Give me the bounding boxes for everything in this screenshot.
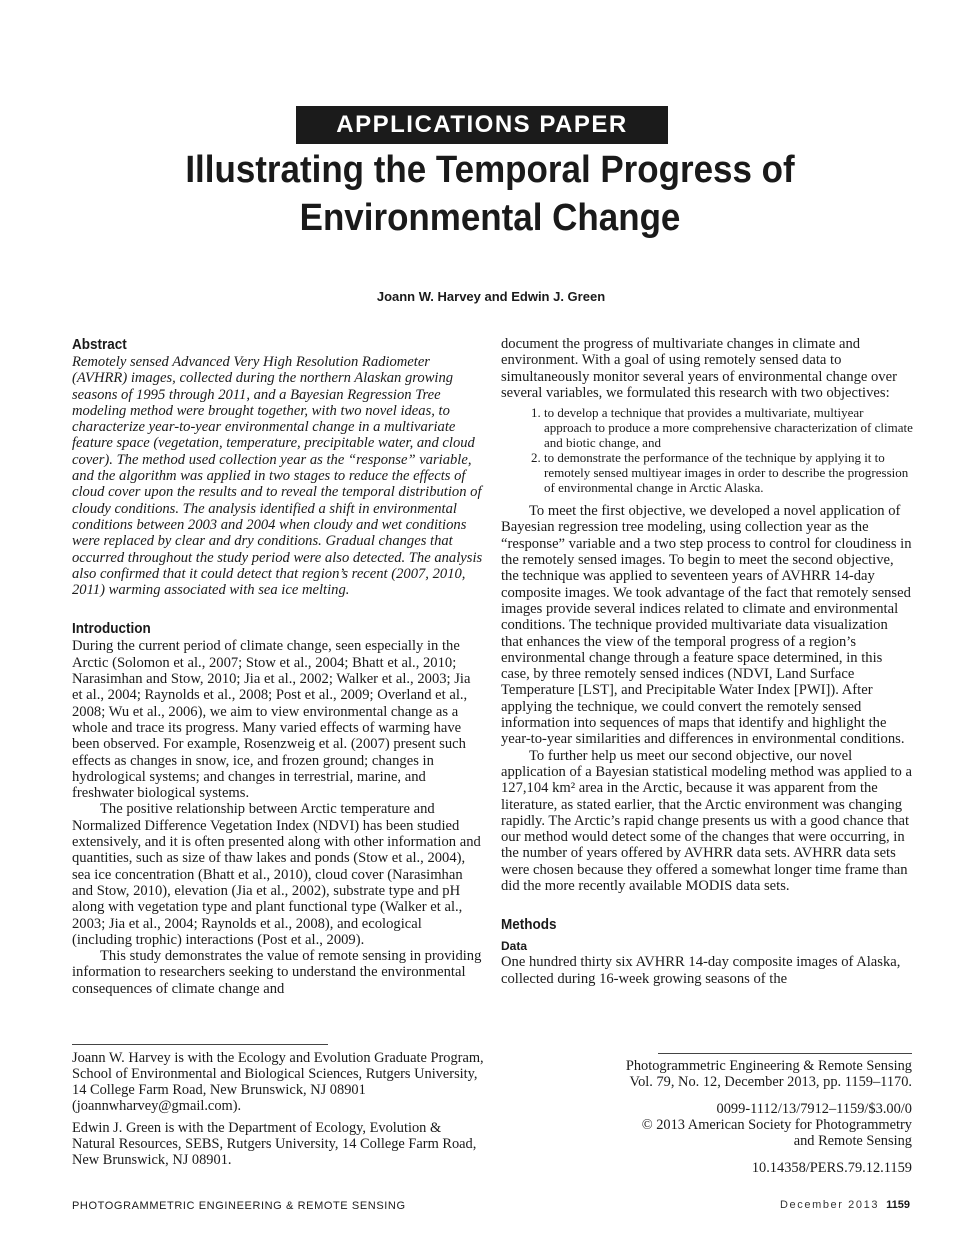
running-footer-journal: PHOTOGRAMMETRIC ENGINEERING & REMOTE SENSING	[72, 1200, 406, 1212]
intro-paragraph-2: The positive relationship between Arctic temperature and Normalized Difference Vegetation Index (NDVI) has been studied extensively, and it is often presented along with other information and quantities, such as size of thaw lakes and ponds (Stow et al., 2004), sea ice concentration (Bhatt et al., 2010), cloud cover (Narasimhan and Stow, 2010), elevation (Jia et al., 2002), substrate type and pH along with vegetation type and plant functional type (Walker et al., 2003; Jia et al., 2004; Raynolds et al., 2008), and ecological (including trophic) interactions (Post et al., 2009).	[72, 801, 481, 948]
objective-item: 2. to demonstrate the performance of the technique by applying it to remotely sensed multiyear images in order to describe the progression of environmental change in Arctic Alaska.	[544, 450, 913, 495]
right-paragraph-1: document the progress of multivariate changes in climate and environment. With a goal of using remotely sensed data to simultaneously monitor several years of environmental change over several variables, we formulated this research with two objectives:	[501, 336, 897, 401]
left-column	[72, 336, 484, 997]
intro-paragraph-3: This study demonstrates the value of remote sensing in providing information to researchers seeking to understand the environmental consequences of climate change and	[72, 948, 482, 997]
footer-month: December 2013	[779, 1199, 880, 1211]
objectives-list	[501, 405, 913, 495]
title-line-1: Illustrating the Temporal Progress of	[185, 149, 795, 191]
author-list: Joann W. Harvey and Edwin J. Green	[376, 289, 606, 304]
footnote-harvey: Joann W. Harvey is with the Ecology and Evolution Graduate Program, School of Environmental and Biological Sciences, Rutgers University, 14 College Farm Road, New Brunswick, NJ 08901 (joannwharvey@gmail.com).	[72, 1050, 484, 1114]
right-paragraph-3: To further help us meet our second objective, our novel application of a Bayesian statistical modeling method was applied to a 127,104 km² area in the Arctic, because it was apparent from the literature, as stated earlier, that the Arctic environment was changing rapidly. The Arctic’s rapid change presents us with a good chance that our method would detect some of the changes that were occurring, in the number of years offered by AVHRR data sets. AVHRR data sets were chosen because they offered a somewhat longer time frame than did the more recently available MODIS data sets.	[501, 747, 912, 895]
footnote-green: Edwin J. Green is with the Department of Ecology, Evolution & Natural Resources, SEBS, Rutgers University, 14 College Farm Road, New Brunswick, NJ 08901.	[72, 1120, 477, 1168]
paper-type-banner: APPLICATIONS PAPER	[296, 106, 668, 144]
page-number: 1159	[886, 1199, 910, 1211]
copyright-notice: © 2013 American Society for Photogrammetry and Remote Sensing	[641, 1117, 912, 1149]
data-subheading: Data	[501, 939, 528, 954]
right-paragraph-2: To meet the first objective, we developed a novel application of Bayesian regression tree modeling, using collection year as the “response” variable and a two step process to control for cloudiness in the remotely sensed images. To begin to meet the second objective, the technique was applied to seventeen years of AVHRR 14-day composite images. We took advantage of the fact that remotely sensed images provide several indices related to climate and environmental conditions. The technique provided multivariate data visualization that enhances the view of the temporal progress of a region’s environmental change through a feature space determined, in this case, by three remotely sensed indices (NDVI, Land Surface Temperature [LST], and Precipitable Water Index [PWI]). After applying the technique, we could convert the remotely sensed information into sequences of maps that identify and highlight the year-to-year similarities and differences in environmental conditions.	[501, 503, 912, 748]
right-column	[501, 336, 913, 987]
journal-citation: Photogrammetric Engineering & Remote Sensing Vol. 79, No. 12, December 2013, pp. 1159–1170.	[625, 1058, 912, 1090]
footnote-divider	[72, 1044, 328, 1045]
abstract-text: Remotely sensed Advanced Very High Resolution Radiometer (AVHRR) images, collected during the northern Alaskan growing seasons of 1995 through 2011, and a Bayesian Regression Tree modeling method were brought together, with two novel ideas, to characterize year-to-year environmental change in a multivariate feature space (vegetation, temperature, precipitable water, and cloud cover). The method used collection year as the “response” variable, and the algorithm was applied in two stages to reduce the effects of cloud cover upon the results and to reveal the temporal distribution of cloudy conditions. The analysis identified a shift in environmental conditions between 2003 and 2004 when cloudy and wet conditions were replaced by clear and dry conditions. Gradual changes that occurred throughout the study period were also detected. The analysis also confirmed that it could detect that region’s recent (2007, 2010, 2011) warming associated with sea ice melting.	[72, 354, 483, 599]
methods-heading: Methods	[501, 916, 557, 934]
doi: 10.14358/PERS.79.12.1159	[751, 1160, 912, 1176]
publication-divider	[658, 1053, 912, 1054]
article-code: 0099-1112/13/7912–1159/$3.00/0	[716, 1101, 912, 1117]
methods-data-text: One hundred thirty six AVHRR 14-day composite images of Alaska, collected during 16-week growing seasons of the	[501, 954, 901, 987]
objective-item: 1. to develop a technique that provides a multivariate, multiyear approach to produce a more comprehensive characterization of climate and biotic change, and	[544, 405, 913, 450]
running-footer-page	[780, 1199, 910, 1211]
abstract-heading: Abstract	[72, 336, 127, 353]
intro-paragraph-1: During the current period of climate change, seen especially in the Arctic (Solomon et al., 2007; Stow et al., 2004; Bhatt et al., 2010; Narasimhan and Stow, 2010; Jia et al., 2002; Walker et al., 2003; Jia et al., 2004; Raynolds et al., 2008; Post et al., 2009; Overland et al., 2008; Wu et al., 2006), we aim to view environmental change as a whole and trace its progress. Many varied effects of warming have been observed. For example, Rosenzweig et al. (2007) present such effects as changes in snow, ice, and frozen ground; changes in hydrological systems; and changes in terrestrial, marine, and freshwater biological systems.	[72, 638, 471, 802]
publication-info	[560, 1058, 912, 1176]
paper-title	[122, 146, 858, 242]
author-footnotes	[72, 1050, 484, 1174]
introduction-heading: Introduction	[72, 620, 151, 638]
title-line-2: Environmental Change	[299, 197, 681, 239]
